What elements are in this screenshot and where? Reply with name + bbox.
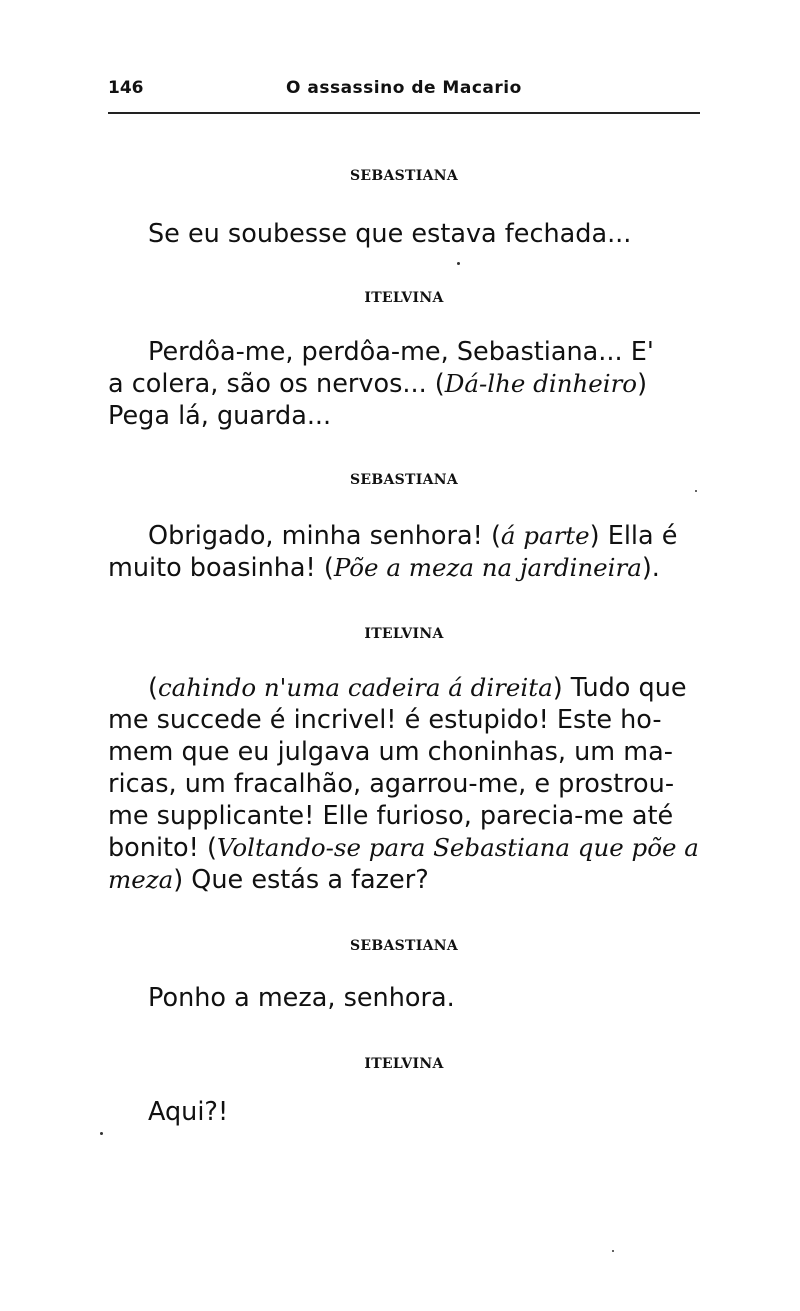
- speech-text: [148, 1096, 700, 1128]
- speech-line: me succede é incrivel! é estupido! Este ho-: [108, 705, 662, 735]
- stage-direction: Dá-lhe dinheiro: [444, 369, 638, 398]
- speech-fragment: a colera, são os nervos... (: [108, 369, 445, 399]
- speech-fragment: (: [148, 673, 158, 703]
- speech-fragment: ): [637, 369, 648, 399]
- speaker-name: ITELVINA: [364, 626, 444, 642]
- speech-fragment: muito boasinha! (: [108, 553, 334, 583]
- speech-fragment: ) Tudo que: [552, 673, 687, 703]
- speaker-name: ITELVINA: [364, 290, 444, 306]
- speech-line: Aqui?!: [148, 1097, 229, 1127]
- speech-text: [148, 218, 700, 250]
- speech-fragment: ) Que estás a fazer?: [173, 865, 429, 895]
- speech-line: [108, 520, 700, 552]
- speech-line: Se eu soubesse que estava fechada...: [148, 219, 632, 249]
- scan-speck: [457, 262, 460, 265]
- stage-direction: Põe a meza na jardineira: [333, 553, 642, 582]
- speech-fragment: ).: [641, 553, 660, 583]
- stage-direction: cahindo n'uma cadeira á direita: [157, 673, 553, 702]
- stage-direction: á parte: [500, 521, 590, 550]
- speech-line: [108, 672, 700, 704]
- running-title: O assassino de Macario: [286, 78, 522, 98]
- speaker-name: SEBASTIANA: [349, 472, 459, 488]
- speech-text: [148, 982, 700, 1014]
- speech-line: Perdôa-me, perdôa-me, Sebastiana... E': [148, 337, 654, 367]
- speech-text: [108, 520, 700, 584]
- speech-fragment: bonito! (: [108, 833, 217, 863]
- speech-line: [108, 552, 700, 584]
- speaker-name: ITELVINA: [364, 1056, 444, 1072]
- speech-line: mem que eu julgava um choninhas, um ma-: [108, 737, 673, 767]
- speech-line: [108, 368, 700, 400]
- scan-speck: [100, 1132, 103, 1135]
- page-number: 146: [108, 78, 144, 98]
- speech-line: me supplicante! Elle furioso, parecia-me até: [108, 801, 674, 831]
- header-rule: [108, 112, 700, 114]
- speech-text: [108, 336, 700, 432]
- speech-line: ricas, um fracalhão, agarrou-me, e prostrou-: [108, 769, 675, 799]
- stage-direction: Voltando-se para Sebastiana que põe a: [216, 833, 699, 862]
- speech-line: Ponho a meza, senhora.: [148, 983, 455, 1013]
- speech-line: [108, 832, 700, 864]
- stage-direction: meza: [108, 865, 174, 894]
- speech-text: [108, 672, 700, 896]
- speech-fragment: Obrigado, minha senhora! (: [148, 521, 501, 551]
- speaker-name: SEBASTIANA: [349, 168, 459, 184]
- speech-fragment: ) Ella é: [589, 521, 678, 551]
- speaker-name: SEBASTIANA: [349, 938, 459, 954]
- scan-speck: [612, 1250, 614, 1252]
- speech-line: [108, 864, 700, 896]
- speech-line: Pega lá, guarda...: [108, 401, 332, 431]
- scan-speck: [695, 490, 697, 492]
- running-header: [108, 78, 700, 104]
